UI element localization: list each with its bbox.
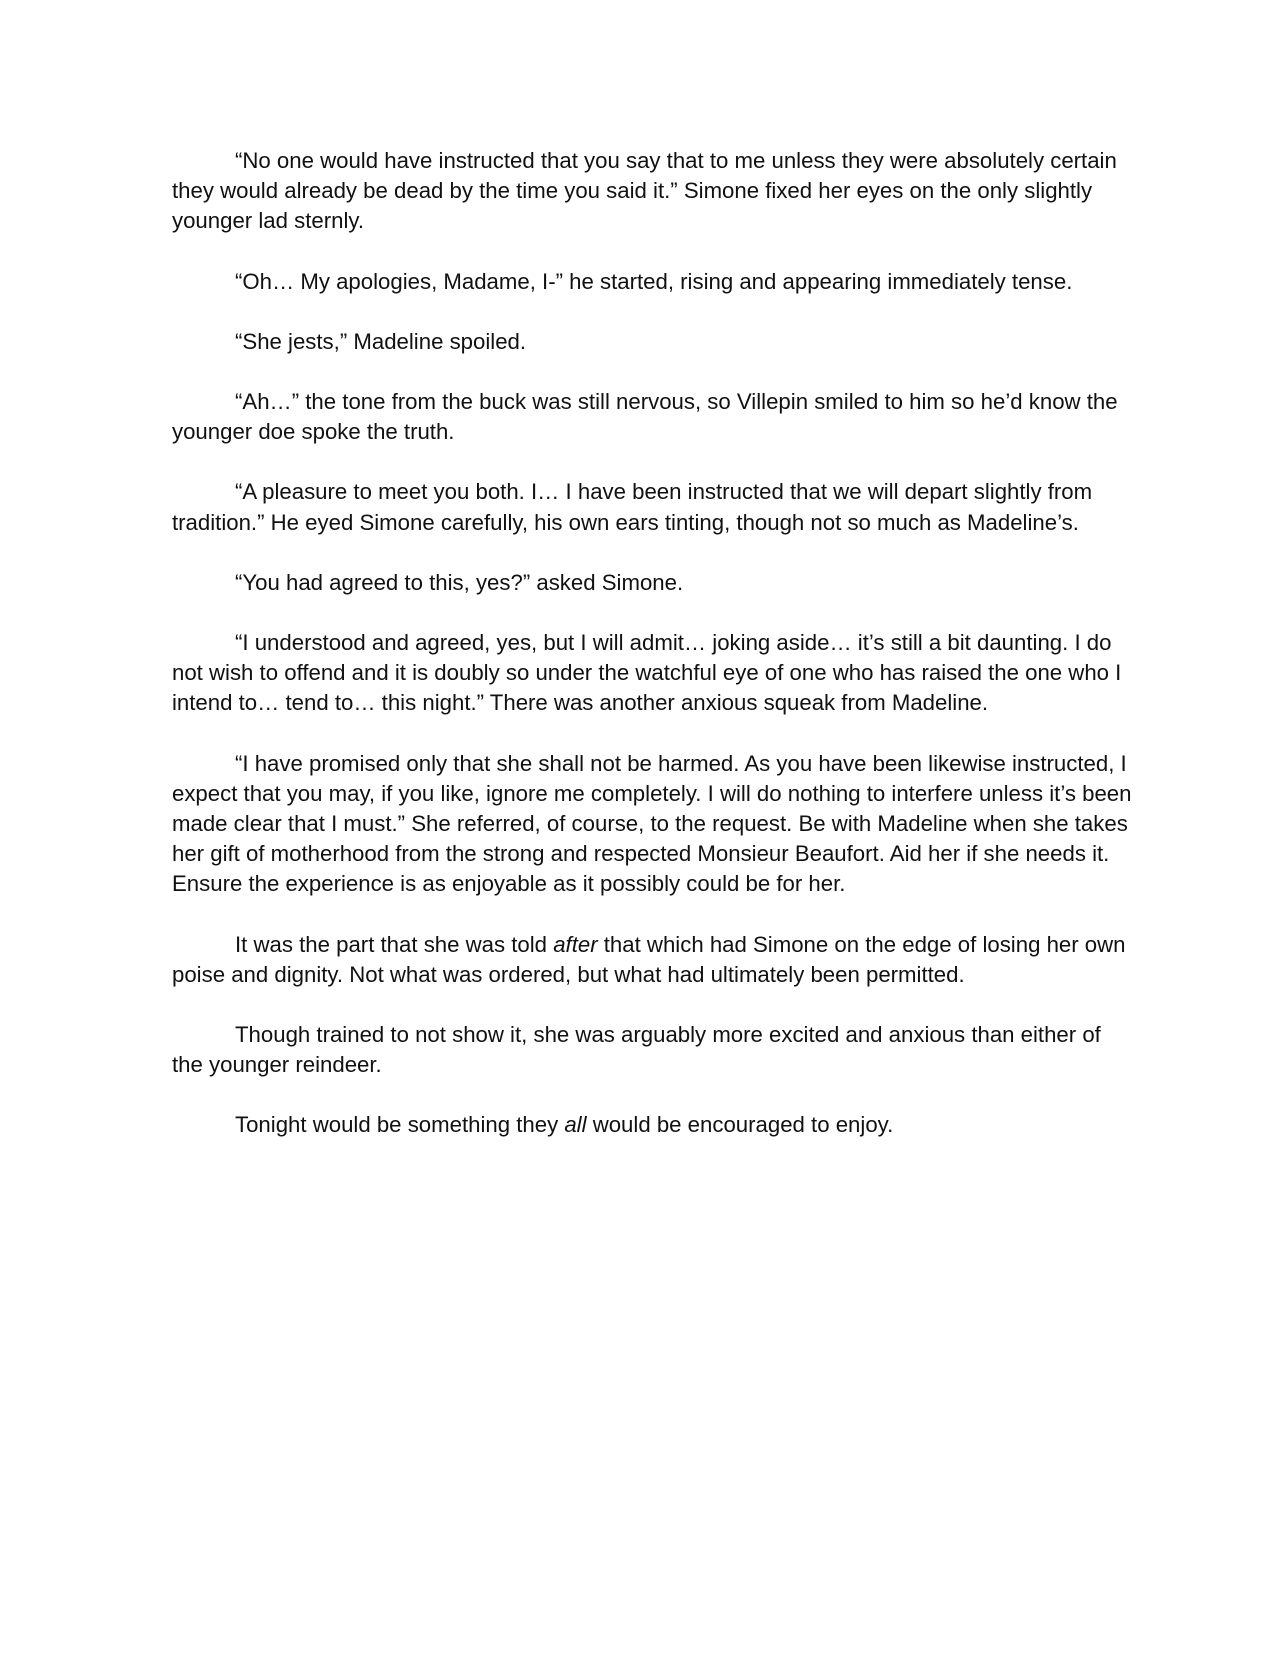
paragraph-text: Tonight would be something they <box>235 1112 565 1138</box>
paragraph <box>172 628 1132 719</box>
paragraph <box>172 387 1132 447</box>
italic-emphasis: all <box>564 1112 587 1138</box>
paragraph <box>172 267 1132 297</box>
paragraph-text: that which had Simone on the edge of losing her own poise and dignity. Not what was ordered, but what had ultimately been permitted. <box>172 931 1126 987</box>
italic-emphasis: after <box>553 931 598 957</box>
paragraph <box>172 930 1132 990</box>
paragraph <box>172 477 1132 537</box>
paragraph <box>172 1020 1132 1080</box>
paragraph-text: “I understood and agreed, yes, but I will admit… joking aside… it’s still a bit daunting. I do not wish to offend and it is doubly so under the watchful eye of one who has raised the one who I intend to… tend to… this night.” There was another anxious squeak from Madeline. <box>172 630 1122 716</box>
paragraph <box>172 749 1132 900</box>
paragraph <box>172 1110 1132 1140</box>
paragraph-text: “Ah…” the tone from the buck was still nervous, so Villepin smiled to him so he’d know the younger doe spoke the truth. <box>172 389 1118 445</box>
paragraph-text: would be encouraged to enjoy. <box>586 1112 894 1138</box>
paragraph-text: “No one would have instructed that you say that to me unless they were absolutely certain they would already be dead by the time you said it.” Simone fixed her eyes on the only slightly younger lad sternly. <box>172 148 1117 234</box>
paragraph-text: “A pleasure to meet you both. I… I have been instructed that we will depart slightly from tradition.” He eyed Simone carefully, his own ears tinting, though not so much as Madeline’s. <box>172 479 1093 535</box>
paragraph <box>172 568 1132 598</box>
paragraph-text: “She jests,” Madeline spoiled. <box>235 328 527 354</box>
paragraph-text: Though trained to not show it, she was arguably more excited and anxious than either of the younger reindeer. <box>172 1022 1101 1078</box>
paragraph-text: “You had agreed to this, yes?” asked Simone. <box>235 569 684 595</box>
paragraph-text: “I have promised only that she shall not be harmed. As you have been likewise instructed, I expect that you may, if you like, ignore me completely. I will do nothing to interfere unless it’s been made clear that I must.” She referred, of course, to the request. Be with Madeline when she takes her gift of motherhood from the strong and respected Monsieur Beaufort. Aid her if she needs it. Ensure the experience is as enjoyable as it possibly could be for her. <box>172 750 1132 897</box>
document-page <box>172 146 1132 1141</box>
paragraph-text: “Oh… My apologies, Madame, I-” he started, rising and appearing immediately tense. <box>235 268 1073 294</box>
paragraph <box>172 327 1132 357</box>
paragraph-text: It was the part that she was told <box>235 931 554 957</box>
paragraph <box>172 146 1132 237</box>
